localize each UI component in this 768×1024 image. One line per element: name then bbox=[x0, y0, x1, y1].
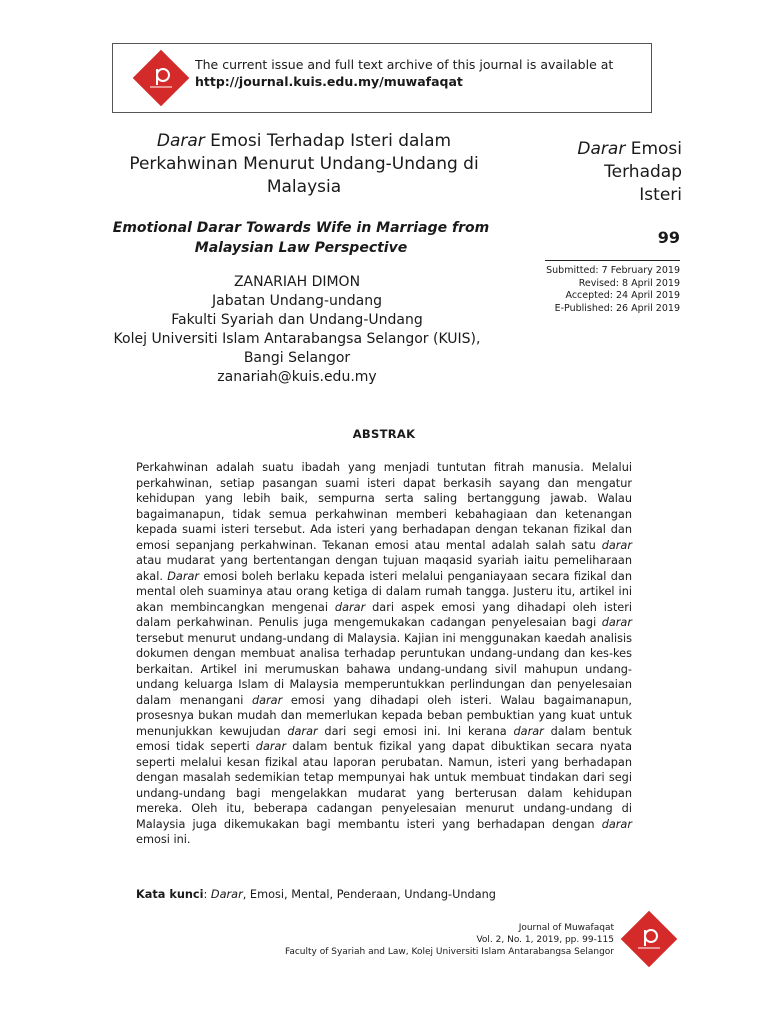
running-title-italic: Darar bbox=[577, 139, 626, 159]
title-line-2: Perkahwinan Menurut Undang-Undang di bbox=[129, 154, 479, 174]
abstract-text: tersebut menurut undang-undang di Malaysia. Kajian ini menggunakan kaedah analisis dokumen dengan membuat analisa terhadap peruntukan undang-undang dan kes-kes berkaitan. Artikel ini merumuskan bahawa undang-undang sivil mahupun undang-undang keluarga Islam di Malaysia memperuntukkan perlindungan dan penyelesaian dalam menangani bbox=[136, 631, 632, 707]
abstract-italic-term: darar bbox=[601, 817, 632, 831]
abstract-text: dalam bentuk fizikal yang dapat dibuktikan secara nyata seperti melalui kesan fizikal atau laporan perubatan. Namun, isteri yang berhadapan dengan masalah sedemikian tetap mempunyai hak untuk membuat tindakan dari segi undang-undang bagi mengelakkan mudarat yang berterusan dalam kehidupan mereka. Oleh itu, beberapa cadangan penyelesaian menurut undang-undang di Malaysia juga dikemukakan bagi membantu isteri yang berhadapan dengan bbox=[136, 740, 632, 831]
affiliation-location: Bangi Selangor bbox=[243, 350, 351, 366]
title-line-1: Emosi Terhadap Isteri dalam bbox=[204, 131, 452, 151]
keyword-italic: Darar bbox=[210, 888, 243, 901]
keywords-label: Kata kunci bbox=[136, 888, 204, 901]
submitted-date: Submitted: 7 February 2019 bbox=[546, 265, 680, 276]
muwafaqat-logo bbox=[130, 47, 192, 109]
author-name: ZANARIAH DIMON bbox=[233, 274, 361, 290]
article-title bbox=[118, 130, 490, 199]
page-number: 99 bbox=[657, 228, 680, 247]
publication-dates bbox=[500, 265, 680, 315]
abstract-text: emosi yang dihadapi oleh isteri. Walau bagaimanapun, prosesnya bukan mudah dan memerlukan kepada beban pembuktian yang kuat untuk menunjukkan kewujudan bbox=[136, 693, 632, 738]
muwafaqat-footer-logo bbox=[618, 908, 680, 970]
abstract-text: atau mudarat yang bertentangan dengan tujuan maqasid syariah iaitu pemeliharaan akal. bbox=[136, 554, 632, 583]
footer-volume: Vol. 2, No. 1, 2019, pp. 99-115 bbox=[476, 935, 614, 945]
abstract-italic-term: darar bbox=[251, 693, 283, 707]
author-email[interactable]: zanariah@kuis.edu.my bbox=[217, 369, 377, 385]
abstract-heading: ABSTRAK bbox=[352, 427, 416, 441]
abstract-text: Perkahwinan adalah suatu ibadah yang menjadi tuntutan fitrah manusia. Melalui perkahwinan, setiap pasangan suami isteri dapat berkasih sayang dan mengatur kehidupan yang lebih baik, sempurna serta saling bertanggung jawab. Walau bagaimanapun, tidak semua perkahwinan memberi kebahagiaan dan ketenangan kepada suami isteri tersebut. Ada isteri yang berhadapan dengan tekanan fizikal dan emosi sepanjang perkahwinan. Tekanan emosi atau mental adalah salah satu bbox=[136, 461, 632, 552]
english-title bbox=[108, 218, 494, 258]
abstract-italic-term: darar bbox=[601, 616, 632, 629]
english-title-line-1: Emotional Darar Towards Wife in Marriage from bbox=[112, 220, 490, 236]
running-title-line-2: Terhadap bbox=[604, 162, 682, 182]
abstract-italic-term: darar bbox=[334, 600, 366, 614]
author-block bbox=[100, 273, 494, 387]
abstract-text: dari aspek emosi yang dihadapi oleh isteri dalam perkahwinan. Penulis juga mengemukakan cadangan penyelesaian bagi bbox=[136, 600, 632, 629]
keywords bbox=[136, 887, 632, 902]
abstract-italic-term: darar bbox=[287, 724, 318, 738]
footer-journal: Journal of Muwafaqat bbox=[518, 923, 614, 933]
running-title bbox=[540, 138, 682, 207]
published-date: E-Published: 26 April 2019 bbox=[554, 302, 680, 314]
footer-faculty: Faculty of Syariah and Law, Kolej Universiti Islam Antarabangsa Selangor bbox=[284, 947, 614, 957]
abstract-text: dalam bentuk emosi tidak seperti bbox=[136, 724, 632, 753]
abstract-text: dari segi emosi ini. Ini kerana bbox=[317, 724, 514, 738]
journal-url-link[interactable]: http://journal.kuis.edu.my/muwafaqat bbox=[195, 74, 463, 89]
divider bbox=[545, 260, 680, 261]
abstract-italic-term: Darar bbox=[167, 569, 200, 583]
running-title-line-3: Isteri bbox=[639, 185, 682, 205]
abstract-text: emosi ini. bbox=[136, 833, 191, 846]
english-title-line-2: Malaysian Law Perspective bbox=[194, 240, 408, 256]
abstract-italic-term: darar bbox=[601, 538, 632, 552]
abstract-italic-term: darar bbox=[513, 724, 544, 738]
journal-notice bbox=[195, 56, 613, 90]
affiliation-department: Jabatan Undang-undang bbox=[212, 293, 382, 309]
keywords-separator: : bbox=[203, 888, 211, 901]
accepted-date: Accepted: 24 April 2019 bbox=[565, 290, 680, 301]
running-title-line-1: Emosi bbox=[625, 139, 682, 159]
title-italic-word: Darar bbox=[156, 131, 205, 151]
revised-date: Revised: 8 April 2019 bbox=[578, 277, 680, 289]
affiliation-faculty: Fakulti Syariah dan Undang-Undang bbox=[171, 312, 423, 328]
footer bbox=[250, 922, 614, 958]
keywords-list: , Emosi, Mental, Penderaan, Undang-Undang bbox=[242, 888, 496, 901]
title-line-3: Malaysia bbox=[266, 177, 342, 197]
abstract-italic-term: darar bbox=[255, 740, 287, 753]
abstract-text: emosi boleh berlaku kepada isteri melalui penganiayaan secara fizikal dan mental oleh suaminya atau orang ketiga di dalam rumah tangga. Justeru itu, artikel ini akan membincangkan mengenai bbox=[136, 569, 632, 614]
affiliation-university: Kolej Universiti Islam Antarabangsa Selangor (KUIS), bbox=[113, 331, 481, 347]
notice-text: The current issue and full text archive of this journal is available at bbox=[195, 57, 614, 72]
abstract-body bbox=[136, 460, 632, 848]
